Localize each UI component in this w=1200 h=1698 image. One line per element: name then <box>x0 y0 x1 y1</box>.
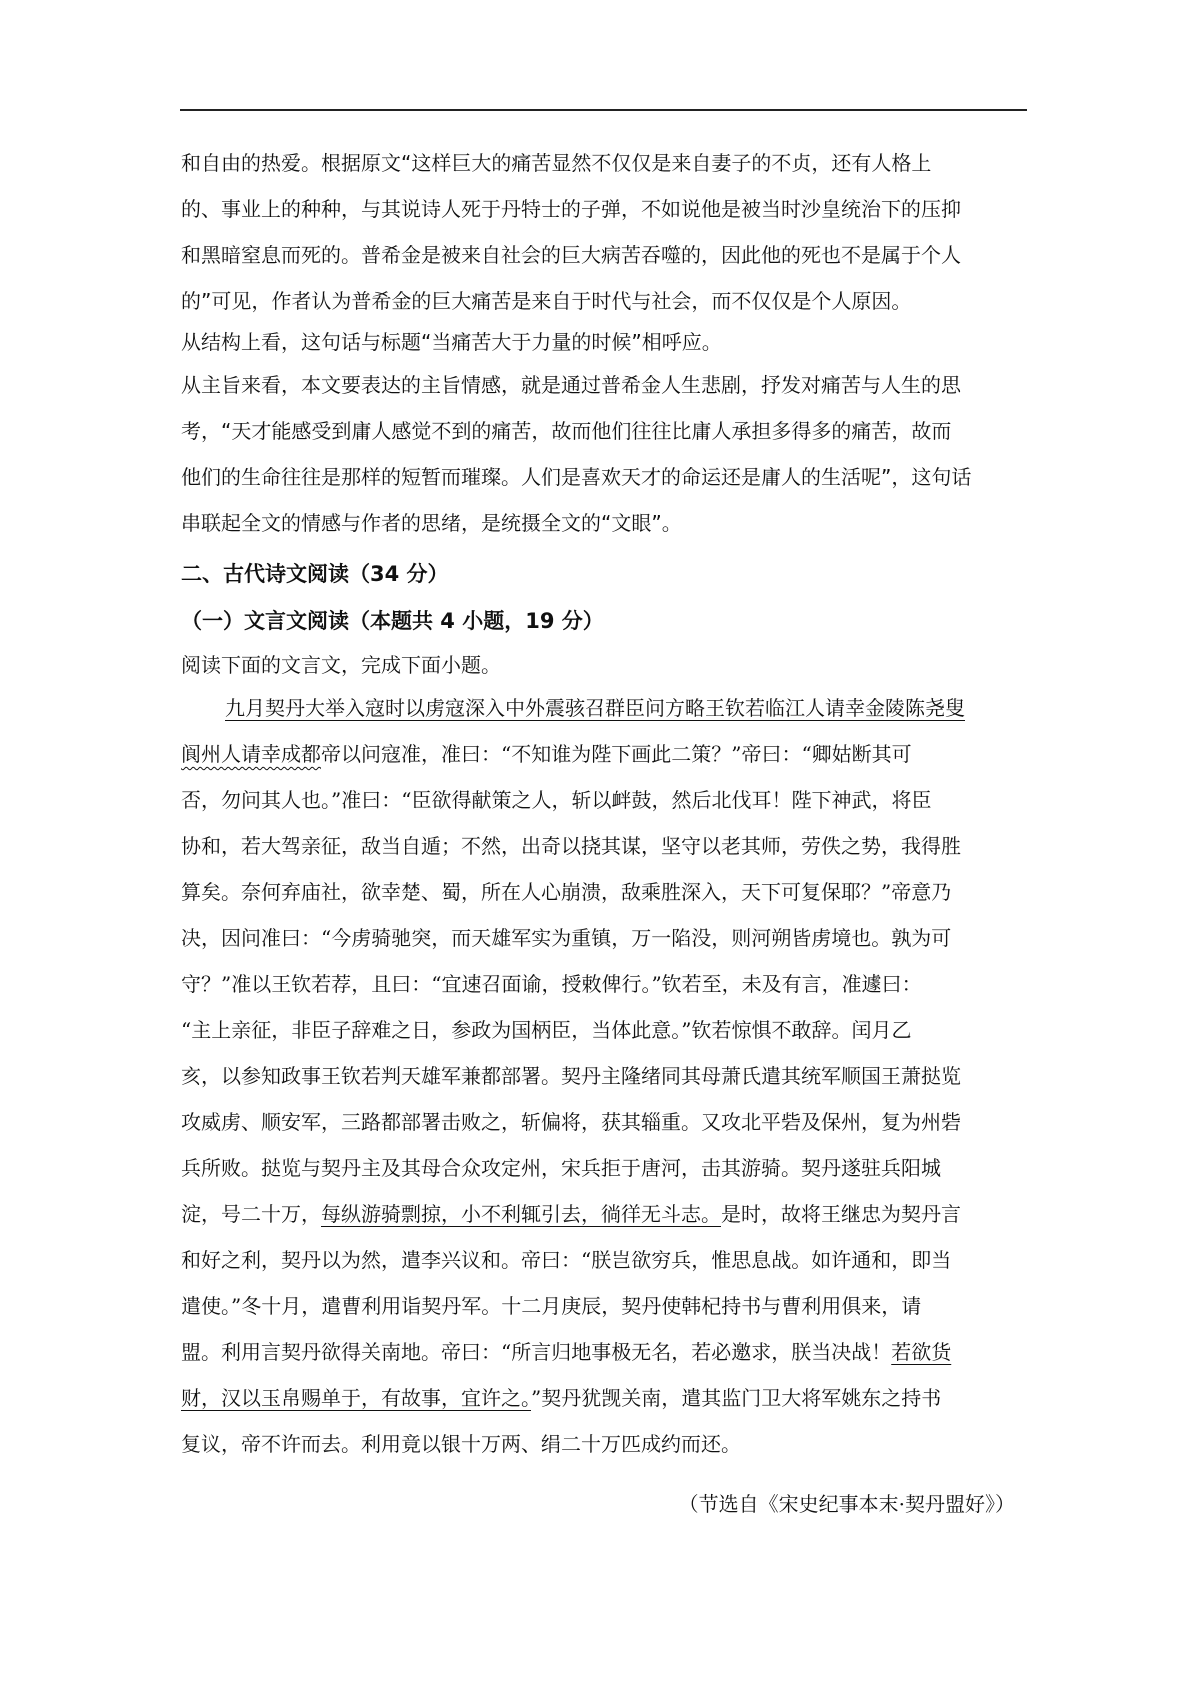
underlined-phrase: 九月契丹大举入寇时以虏寇深入中外震骇召群臣问方略王钦若临江人请幸金陵陈尧叟 <box>225 696 965 720</box>
analysis-line: 串联起全文的情感与作者的思绪，是统摄全文的“文眼”。 <box>181 511 682 535</box>
passage-text: 是时，故将王继忠为契丹言 <box>721 1202 961 1226</box>
reading-instruction <box>181 642 1041 688</box>
subsection-heading-text: （一）文言文阅读（本题共 4 小题，19 分） <box>181 609 604 633</box>
analysis-line: 从结构上看，这句话与标题“当痛苦大于力量的时候”相呼应。 <box>181 330 722 354</box>
analysis-line: 从主旨来看，本文要表达的主旨情感，就是通过普希金人生悲剧，抒发对痛苦与人生的思 <box>181 373 961 397</box>
analysis-line: 的”可见，作者认为普希金的巨大痛苦是来自于时代与社会，而不仅仅是个人原因。 <box>181 289 912 313</box>
essay-analysis-structure <box>181 322 1041 546</box>
passage-line-2 <box>181 731 1041 777</box>
passage-line: 决，因问准曰：“今虏骑驰突，而天雄军实为重镇，万一陷没，则河朔皆虏境也。孰为可 <box>181 926 952 950</box>
passage-text: ”契丹犹觊关南，遣其监门卫大将军姚东之持书 <box>531 1386 942 1410</box>
passage-line: 守？”准以王钦若荐，且曰：“宜速召面谕，授敕俾行。”钦若至，未及有言，准遽曰： <box>181 972 922 996</box>
underlined-sentence: 每纵游骑剽掠，小不利辄引去，徜徉无斗志。 <box>321 1202 721 1226</box>
section-heading-text: 二、古代诗文阅读（34 分） <box>181 562 449 586</box>
passage-line: 兵所败。挞览与契丹主及其母合众攻定州，宋兵拒于唐河，击其游骑。契丹遂驻兵阳城 <box>181 1156 941 1180</box>
instruction-text: 阅读下面的文言文，完成下面小题。 <box>181 653 501 677</box>
passage-line: 协和，若大驾亲征，敌当自遁；不然，出奇以挠其谋，坚守以老其师，劳佚之势，我得胜 <box>181 834 961 858</box>
wavy-underlined-phrase: 阆州人请幸成都 <box>181 742 321 766</box>
passage-line-1 <box>181 685 1041 731</box>
analysis-line: 他们的生命往往是那样的短暂而璀璨。人们是喜欢天才的命运还是庸人的生活呢”，这句话 <box>181 465 972 489</box>
passage-line: 遣使。”冬十月，遣曹利用诣契丹军。十二月庚辰，契丹使韩杞持书与曹利用俱来，请 <box>181 1294 922 1318</box>
essay-analysis <box>181 140 1041 324</box>
analysis-line: 和黑暗窒息而死的。普希金是被来自社会的巨大病苦吞噬的，因此他的死也不是属于个人 <box>181 243 961 267</box>
passage-line: “主上亲征，非臣子辞难之日，参政为国柄臣，当体此意。”钦若惊惧不敢辞。闰月乙 <box>181 1018 912 1042</box>
classical-passage <box>181 685 1041 1527</box>
passage-line: 否，勿问其人也。”准曰：“臣欲得献策之人，斩以衅鼓，然后北伐耳！陛下神武，将臣 <box>181 788 932 812</box>
passage-text: 盟。利用言契丹欲得关南地。帝曰：“所言归地事极无名，若必邀求，朕当决战！ <box>181 1340 892 1364</box>
subsection-heading <box>181 598 1041 644</box>
passage-line: 亥，以参知政事王钦若判天雄军兼都部署。契丹主隆绪同其母萧氏遣其统军顺国王萧挞览 <box>181 1064 961 1088</box>
analysis-line: 和自由的热爱。根据原文“这样巨大的痛苦显然不仅仅是来自妻子的不贞，还有人格上 <box>181 151 932 175</box>
source-citation: （节选自《宋史纪事本末·契丹盟好》） <box>678 1492 1015 1516</box>
section-heading <box>181 551 1041 597</box>
underlined-sentence: 财，汉以玉帛赐单于，有故事，宜许之。 <box>181 1386 531 1410</box>
passage-line-12 <box>181 1191 1041 1237</box>
analysis-line: 考，“天才能感受到庸人感觉不到的痛苦，故而他们往往比庸人承担多得多的痛苦，故而 <box>181 419 952 443</box>
underlined-sentence: 若欲货 <box>891 1340 952 1364</box>
passage-line: 和好之利，契丹以为然，遣李兴议和。帝曰：“朕岂欲穷兵，惟思息战。如许通和，即当 <box>181 1248 952 1272</box>
header-divider <box>180 109 1027 111</box>
passage-text: 帝以问寇准，准曰：“不知谁为陛下画此二策？”帝曰：“卿姑断其可 <box>321 742 912 766</box>
passage-line-15 <box>181 1329 1041 1375</box>
passage-line: 算矣。奈何弃庙社，欲幸楚、蜀，所在人心崩溃，敌乘胜深入，天下可复保耶？”帝意乃 <box>181 880 952 904</box>
analysis-line: 的、事业上的种种，与其说诗人死于丹特士的子弹，不如说他是被当时沙皇统治下的压抑 <box>181 197 961 221</box>
passage-line: 攻威虏、顺安军，三路都部署击败之，斩偏将，获其辎重。又攻北平砦及保州，复为州砦 <box>181 1110 961 1134</box>
passage-line-16 <box>181 1375 1041 1421</box>
passage-line: 复议，帝不许而去。利用竟以银十万两、绢二十万匹成约而还。 <box>181 1432 741 1456</box>
passage-text: 淀，号二十万， <box>181 1202 321 1226</box>
